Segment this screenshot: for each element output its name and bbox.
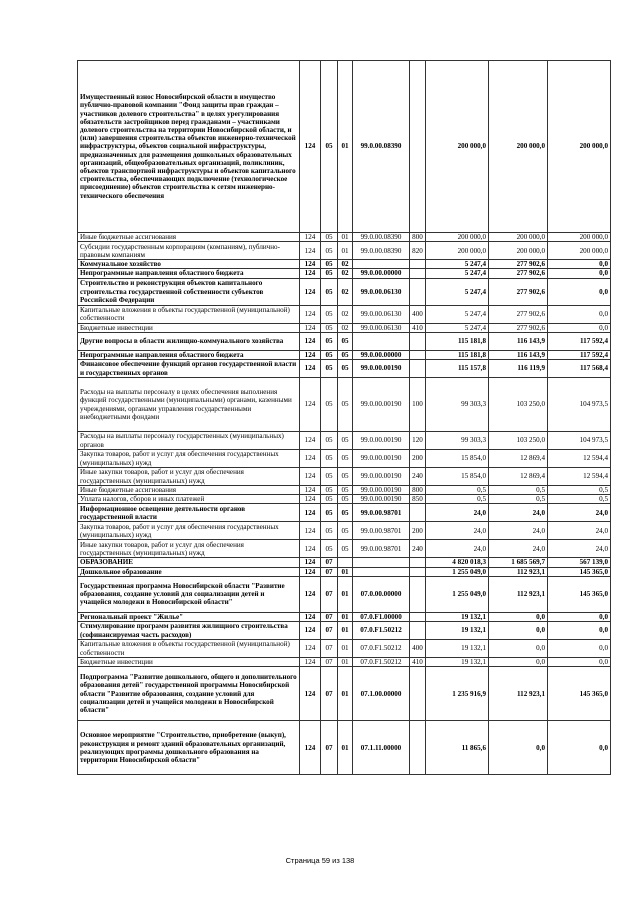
row-amount-year2: 1 685 569,7 <box>489 558 548 567</box>
row-target-article: 99.0.00.00190 <box>353 495 410 504</box>
row-amount-year3: 117 592,4 <box>548 332 611 350</box>
table-row <box>78 576 611 612</box>
row-amount-year1: 19 132,1 <box>426 612 489 621</box>
row-target-article: 07.1.11.00000 <box>353 721 410 775</box>
row-subsection: 02 <box>338 305 353 323</box>
row-org-code: 124 <box>300 486 321 495</box>
row-expense-type <box>410 61 426 233</box>
row-expense-type: 410 <box>410 323 426 332</box>
row-expense-type <box>410 504 426 522</box>
row-amount-year2: 200 000,0 <box>489 61 548 233</box>
row-amount-year3: 0,5 <box>548 495 611 504</box>
table-row <box>78 269 611 278</box>
row-name: Коммунальное хозяйство <box>78 260 300 269</box>
row-amount-year1: 200 000,0 <box>426 233 489 242</box>
row-amount-year1: 19 132,1 <box>426 640 489 658</box>
row-amount-year2: 0,0 <box>489 612 548 621</box>
table-row <box>78 658 611 667</box>
row-amount-year1: 5 247,4 <box>426 269 489 278</box>
row-amount-year2: 12 869,4 <box>489 450 548 468</box>
row-expense-type: 850 <box>410 495 426 504</box>
row-section: 07 <box>321 721 338 775</box>
table-row <box>78 721 611 775</box>
row-amount-year3: 0,0 <box>548 640 611 658</box>
row-subsection: 05 <box>338 350 353 359</box>
row-expense-type: 100 <box>410 378 426 432</box>
table-row <box>78 260 611 269</box>
row-target-article: 99.0.00.98701 <box>353 540 410 558</box>
row-amount-year2: 277 902,6 <box>489 278 548 305</box>
row-org-code: 124 <box>300 432 321 450</box>
row-section: 05 <box>321 495 338 504</box>
row-target-article: 99.0.00.00190 <box>353 432 410 450</box>
row-amount-year2: 0,0 <box>489 622 548 640</box>
row-section: 05 <box>321 378 338 432</box>
row-subsection: 01 <box>338 242 353 260</box>
row-amount-year3: 0,0 <box>548 305 611 323</box>
row-name: Иные закупки товаров, работ и услуг для обеспечения государственных (муниципальных) нужд <box>78 540 300 558</box>
table-row <box>78 540 611 558</box>
row-org-code: 124 <box>300 378 321 432</box>
row-expense-type <box>410 350 426 359</box>
row-org-code: 124 <box>300 260 321 269</box>
row-subsection: 01 <box>338 640 353 658</box>
row-section: 07 <box>321 640 338 658</box>
row-amount-year3: 0,0 <box>548 658 611 667</box>
row-section: 05 <box>321 260 338 269</box>
row-name: Расходы на выплаты персоналу государственных (муниципальных) органов <box>78 432 300 450</box>
row-amount-year2: 0,5 <box>489 495 548 504</box>
row-target-article: 99.0.00.00190 <box>353 468 410 486</box>
table-row <box>78 522 611 540</box>
row-org-code: 124 <box>300 332 321 350</box>
row-org-code: 124 <box>300 305 321 323</box>
row-amount-year1: 200 000,0 <box>426 242 489 260</box>
row-name: Дошкольное образование <box>78 567 300 576</box>
row-amount-year2: 112 923,1 <box>489 576 548 612</box>
row-amount-year1: 24,0 <box>426 522 489 540</box>
row-name: ОБРАЗОВАНИЕ <box>78 558 300 567</box>
row-subsection: 05 <box>338 540 353 558</box>
row-amount-year1: 15 854,0 <box>426 450 489 468</box>
row-amount-year2: 0,0 <box>489 640 548 658</box>
row-amount-year1: 1 255 049,0 <box>426 567 489 576</box>
row-expense-type <box>410 269 426 278</box>
row-section: 05 <box>321 323 338 332</box>
row-org-code: 124 <box>300 495 321 504</box>
row-amount-year3: 200 000,0 <box>548 242 611 260</box>
row-amount-year3: 0,0 <box>548 269 611 278</box>
row-section: 07 <box>321 667 338 721</box>
row-expense-type <box>410 558 426 567</box>
row-amount-year3: 200 000,0 <box>548 61 611 233</box>
table-row <box>78 350 611 359</box>
row-org-code: 124 <box>300 450 321 468</box>
table-row <box>78 468 611 486</box>
row-expense-type <box>410 612 426 621</box>
row-amount-year1: 99 303,3 <box>426 432 489 450</box>
row-amount-year2: 103 250,0 <box>489 378 548 432</box>
row-target-article: 07.0.00.00000 <box>353 576 410 612</box>
row-org-code: 124 <box>300 567 321 576</box>
row-name: Основное мероприятие "Строительство, приобретение (выкуп), реконструкция и ремонт зданий образовательных организаций, реализующих программы дошкольного образования на территории Новосибирской области" <box>78 721 300 775</box>
row-name: Закупка товаров, работ и услуг для обеспечения государственных (муниципальных) нужд <box>78 522 300 540</box>
row-amount-year3: 117 568,4 <box>548 360 611 378</box>
row-name: Иные бюджетные ассигнования <box>78 233 300 242</box>
row-target-article: 99.0.00.00000 <box>353 269 410 278</box>
row-amount-year1: 24,0 <box>426 504 489 522</box>
row-amount-year2: 112 923,1 <box>489 567 548 576</box>
row-section: 05 <box>321 242 338 260</box>
row-expense-type: 800 <box>410 486 426 495</box>
row-expense-type <box>410 278 426 305</box>
row-target-article: 99.0.00.06130 <box>353 278 410 305</box>
row-amount-year1: 5 247,4 <box>426 260 489 269</box>
row-subsection: 01 <box>338 622 353 640</box>
row-subsection: 02 <box>338 323 353 332</box>
row-section: 05 <box>321 360 338 378</box>
row-section: 05 <box>321 332 338 350</box>
row-name: Бюджетные инвестиции <box>78 658 300 667</box>
row-section: 07 <box>321 567 338 576</box>
row-amount-year3: 117 592,4 <box>548 350 611 359</box>
row-name: Финансовое обеспечение функций органов государственной власти и государственных органов <box>78 360 300 378</box>
table-row <box>78 360 611 378</box>
row-section: 05 <box>321 486 338 495</box>
row-org-code: 124 <box>300 667 321 721</box>
row-subsection: 05 <box>338 332 353 350</box>
row-expense-type <box>410 260 426 269</box>
row-amount-year2: 24,0 <box>489 522 548 540</box>
row-amount-year3: 0,0 <box>548 721 611 775</box>
row-target-article: 99.0.00.98701 <box>353 504 410 522</box>
row-name: Непрограммные направления областного бюджета <box>78 269 300 278</box>
row-target-article: 07.0.F1.00000 <box>353 612 410 621</box>
row-amount-year3: 24,0 <box>548 540 611 558</box>
table-row <box>78 432 611 450</box>
row-target-article: 07.0.F1.50212 <box>353 640 410 658</box>
table-row <box>78 323 611 332</box>
row-section: 05 <box>321 522 338 540</box>
row-target-article: 99.0.00.00190 <box>353 378 410 432</box>
row-subsection: 05 <box>338 450 353 468</box>
row-amount-year2: 12 869,4 <box>489 468 548 486</box>
row-name: Расходы на выплаты персоналу в целях обеспечения выполнения функций государственными (муниципальными) органами, казенными учреждениями, органами управления государственными внебюджетными фондами <box>78 378 300 432</box>
row-expense-type: 400 <box>410 640 426 658</box>
row-org-code: 124 <box>300 360 321 378</box>
row-amount-year3: 12 594,4 <box>548 468 611 486</box>
row-amount-year3: 0,0 <box>548 323 611 332</box>
row-org-code: 124 <box>300 504 321 522</box>
row-name: Строительство и реконструкция объектов капитального строительства государственной собственности субъектов Российской Федерации <box>78 278 300 305</box>
row-amount-year1: 99 303,3 <box>426 378 489 432</box>
row-org-code: 124 <box>300 622 321 640</box>
row-expense-type: 200 <box>410 522 426 540</box>
row-expense-type <box>410 567 426 576</box>
row-section: 05 <box>321 504 338 522</box>
row-name: Иные бюджетные ассигнования <box>78 486 300 495</box>
row-amount-year1: 115 157,8 <box>426 360 489 378</box>
row-name: Непрограммные направления областного бюджета <box>78 350 300 359</box>
row-amount-year2: 200 000,0 <box>489 233 548 242</box>
row-amount-year2: 200 000,0 <box>489 242 548 260</box>
table-row <box>78 622 611 640</box>
row-amount-year3: 145 365,0 <box>548 667 611 721</box>
row-subsection: 05 <box>338 360 353 378</box>
row-target-article <box>353 558 410 567</box>
row-expense-type <box>410 721 426 775</box>
row-amount-year1: 1 255 049,0 <box>426 576 489 612</box>
row-amount-year3: 104 973,5 <box>548 378 611 432</box>
table-row <box>78 305 611 323</box>
row-amount-year2: 24,0 <box>489 504 548 522</box>
row-target-article: 99.0.00.98701 <box>353 522 410 540</box>
row-amount-year2: 116 143,9 <box>489 350 548 359</box>
row-section: 07 <box>321 576 338 612</box>
row-subsection: 05 <box>338 432 353 450</box>
row-org-code: 124 <box>300 61 321 233</box>
row-name: Субсидии государственным корпорациям (компаниям), публично-правовым компаниям <box>78 242 300 260</box>
row-section: 05 <box>321 61 338 233</box>
row-section: 07 <box>321 612 338 621</box>
row-expense-type: 820 <box>410 242 426 260</box>
row-amount-year1: 5 247,4 <box>426 323 489 332</box>
row-expense-type <box>410 667 426 721</box>
row-expense-type: 400 <box>410 305 426 323</box>
row-org-code: 124 <box>300 612 321 621</box>
row-org-code: 124 <box>300 323 321 332</box>
row-name: Капитальные вложения в объекты государственной (муниципальной) собственности <box>78 640 300 658</box>
row-org-code: 124 <box>300 242 321 260</box>
row-org-code: 124 <box>300 721 321 775</box>
row-target-article: 07.0.F1.50212 <box>353 658 410 667</box>
table-row <box>78 504 611 522</box>
row-amount-year1: 115 181,8 <box>426 350 489 359</box>
table-row <box>78 558 611 567</box>
row-amount-year3: 145 365,0 <box>548 576 611 612</box>
row-amount-year3: 0,0 <box>548 260 611 269</box>
row-name: Стимулирование программ развития жилищного строительства (софинансируемая часть расходов) <box>78 622 300 640</box>
row-org-code: 124 <box>300 540 321 558</box>
row-name: Уплата налогов, сборов и иных платежей <box>78 495 300 504</box>
row-target-article <box>353 567 410 576</box>
row-subsection: 01 <box>338 567 353 576</box>
row-amount-year3: 0,5 <box>548 486 611 495</box>
row-target-article: 99.0.00.00190 <box>353 360 410 378</box>
row-target-article <box>353 332 410 350</box>
row-subsection: 01 <box>338 576 353 612</box>
row-amount-year2: 277 902,6 <box>489 323 548 332</box>
row-name: Иные закупки товаров, работ и услуг для обеспечения государственных (муниципальных) нужд <box>78 468 300 486</box>
row-target-article: 99.0.00.08390 <box>353 233 410 242</box>
row-amount-year2: 277 902,6 <box>489 269 548 278</box>
row-subsection: 02 <box>338 278 353 305</box>
row-name: Государственная программа Новосибирской области "Развитие образования, создание условий для социализации детей и учащейся молодежи в Новосибирской области" <box>78 576 300 612</box>
row-amount-year2: 277 902,6 <box>489 260 548 269</box>
table-row <box>78 640 611 658</box>
row-subsection: 01 <box>338 233 353 242</box>
row-section: 07 <box>321 658 338 667</box>
table-row <box>78 278 611 305</box>
row-subsection: 01 <box>338 612 353 621</box>
table-row <box>78 450 611 468</box>
row-name: Информационное освещение деятельности органов государственной власти <box>78 504 300 522</box>
row-target-article: 99.0.00.06130 <box>353 323 410 332</box>
row-amount-year3: 24,0 <box>548 522 611 540</box>
row-expense-type: 240 <box>410 468 426 486</box>
row-section: 05 <box>321 450 338 468</box>
table-row <box>78 378 611 432</box>
table-row <box>78 332 611 350</box>
row-amount-year3: 0,0 <box>548 622 611 640</box>
table-row <box>78 61 611 233</box>
row-expense-type <box>410 360 426 378</box>
table-row <box>78 233 611 242</box>
row-subsection: 02 <box>338 269 353 278</box>
row-amount-year1: 19 132,1 <box>426 622 489 640</box>
budget-table <box>77 60 611 775</box>
row-org-code: 124 <box>300 558 321 567</box>
row-amount-year1: 24,0 <box>426 540 489 558</box>
table-row <box>78 242 611 260</box>
row-target-article: 99.0.00.00190 <box>353 450 410 468</box>
row-amount-year2: 0,0 <box>489 658 548 667</box>
row-target-article <box>353 260 410 269</box>
row-subsection: 01 <box>338 61 353 233</box>
row-name: Бюджетные инвестиции <box>78 323 300 332</box>
table-row <box>78 667 611 721</box>
row-section: 07 <box>321 622 338 640</box>
row-name: Закупка товаров, работ и услуг для обеспечения государственных (муниципальных) нужд <box>78 450 300 468</box>
row-section: 07 <box>321 558 338 567</box>
row-amount-year1: 115 181,8 <box>426 332 489 350</box>
row-section: 05 <box>321 305 338 323</box>
row-org-code: 124 <box>300 522 321 540</box>
row-expense-type: 120 <box>410 432 426 450</box>
row-subsection: 05 <box>338 522 353 540</box>
row-amount-year3: 200 000,0 <box>548 233 611 242</box>
row-target-article: 07.0.F1.50212 <box>353 622 410 640</box>
row-amount-year3: 567 139,0 <box>548 558 611 567</box>
row-name: Имущественный взнос Новосибирской области в имущество публично-правовой компании "Фонд защиты прав граждан – участников долевого строительства" в целях урегулирования обязательств застройщиков перед гражданами – участниками долевого строительства на территории Новосибирской области, и (или) завершения строительства объектов инженерно-технической инфраструктуры, объектов социальной инфраструктуры, предназначенных для размещения дошкольных образовательных организаций, общеобразовательных организаций, поликлиник, объектов транспортной инфраструктуры и объектов капитального строительства, обеспечивающих подключение (технологическое присоединение) объектов строительства к сетям инженерно-технического обеспечения <box>78 61 300 233</box>
row-name: Капитальные вложения в объекты государственной (муниципальной) собственности <box>78 305 300 323</box>
row-amount-year2: 116 143,9 <box>489 332 548 350</box>
row-section: 05 <box>321 350 338 359</box>
row-section: 05 <box>321 233 338 242</box>
row-amount-year1: 15 854,0 <box>426 468 489 486</box>
row-section: 05 <box>321 278 338 305</box>
row-target-article: 07.1.00.00000 <box>353 667 410 721</box>
row-amount-year1: 0,5 <box>426 486 489 495</box>
row-amount-year3: 145 365,0 <box>548 567 611 576</box>
table-row <box>78 495 611 504</box>
row-section: 05 <box>321 468 338 486</box>
table-row <box>78 567 611 576</box>
row-amount-year3: 0,0 <box>548 278 611 305</box>
row-expense-type <box>410 576 426 612</box>
row-target-article: 99.0.00.00000 <box>353 350 410 359</box>
row-org-code: 124 <box>300 640 321 658</box>
row-expense-type: 410 <box>410 658 426 667</box>
row-org-code: 124 <box>300 269 321 278</box>
row-org-code: 124 <box>300 658 321 667</box>
row-target-article: 99.0.00.08390 <box>353 61 410 233</box>
row-org-code: 124 <box>300 233 321 242</box>
row-subsection <box>338 558 353 567</box>
row-subsection: 02 <box>338 260 353 269</box>
row-expense-type: 800 <box>410 233 426 242</box>
row-section: 05 <box>321 432 338 450</box>
row-amount-year1: 5 247,4 <box>426 305 489 323</box>
row-amount-year1: 5 247,4 <box>426 278 489 305</box>
row-amount-year2: 0,5 <box>489 486 548 495</box>
row-amount-year1: 19 132,1 <box>426 658 489 667</box>
row-amount-year3: 0,0 <box>548 612 611 621</box>
row-amount-year2: 24,0 <box>489 540 548 558</box>
row-amount-year2: 103 250,0 <box>489 432 548 450</box>
row-amount-year1: 0,5 <box>426 495 489 504</box>
row-amount-year2: 116 119,9 <box>489 360 548 378</box>
row-org-code: 124 <box>300 576 321 612</box>
table-row <box>78 486 611 495</box>
row-amount-year3: 24,0 <box>548 504 611 522</box>
table-body <box>78 61 611 775</box>
row-org-code: 124 <box>300 468 321 486</box>
page-number: Страница 59 из 138 <box>285 856 355 865</box>
row-amount-year1: 1 235 916,9 <box>426 667 489 721</box>
row-expense-type <box>410 332 426 350</box>
row-amount-year1: 200 000,0 <box>426 61 489 233</box>
row-subsection: 05 <box>338 378 353 432</box>
row-subsection: 01 <box>338 658 353 667</box>
row-target-article: 99.0.00.06130 <box>353 305 410 323</box>
row-subsection: 05 <box>338 486 353 495</box>
row-org-code: 124 <box>300 278 321 305</box>
row-amount-year2: 112 923,1 <box>489 667 548 721</box>
table-row <box>78 612 611 621</box>
row-amount-year1: 4 820 018,3 <box>426 558 489 567</box>
row-subsection: 05 <box>338 504 353 522</box>
row-amount-year3: 104 973,5 <box>548 432 611 450</box>
row-name: Другие вопросы в области жилищно-коммунального хозяйства <box>78 332 300 350</box>
row-target-article: 99.0.00.00190 <box>353 486 410 495</box>
row-subsection: 05 <box>338 495 353 504</box>
row-expense-type: 240 <box>410 540 426 558</box>
row-amount-year2: 0,0 <box>489 721 548 775</box>
row-target-article: 99.0.00.08390 <box>353 242 410 260</box>
row-expense-type <box>410 622 426 640</box>
row-amount-year1: 11 865,6 <box>426 721 489 775</box>
row-amount-year3: 12 594,4 <box>548 450 611 468</box>
row-expense-type: 200 <box>410 450 426 468</box>
row-org-code: 124 <box>300 350 321 359</box>
row-subsection: 01 <box>338 721 353 775</box>
row-subsection: 01 <box>338 667 353 721</box>
row-name: Подпрограмма "Развитие дошкольного, общего и дополнительного образования детей" государственной программы Новосибирской области "Развитие образования, создание условий для социализации детей и учащейся молодежи в Новосибирской области" <box>78 667 300 721</box>
row-section: 05 <box>321 540 338 558</box>
row-name: Региональный проект "Жилье" <box>78 612 300 621</box>
row-subsection: 05 <box>338 468 353 486</box>
row-section: 05 <box>321 269 338 278</box>
row-amount-year2: 277 902,6 <box>489 305 548 323</box>
